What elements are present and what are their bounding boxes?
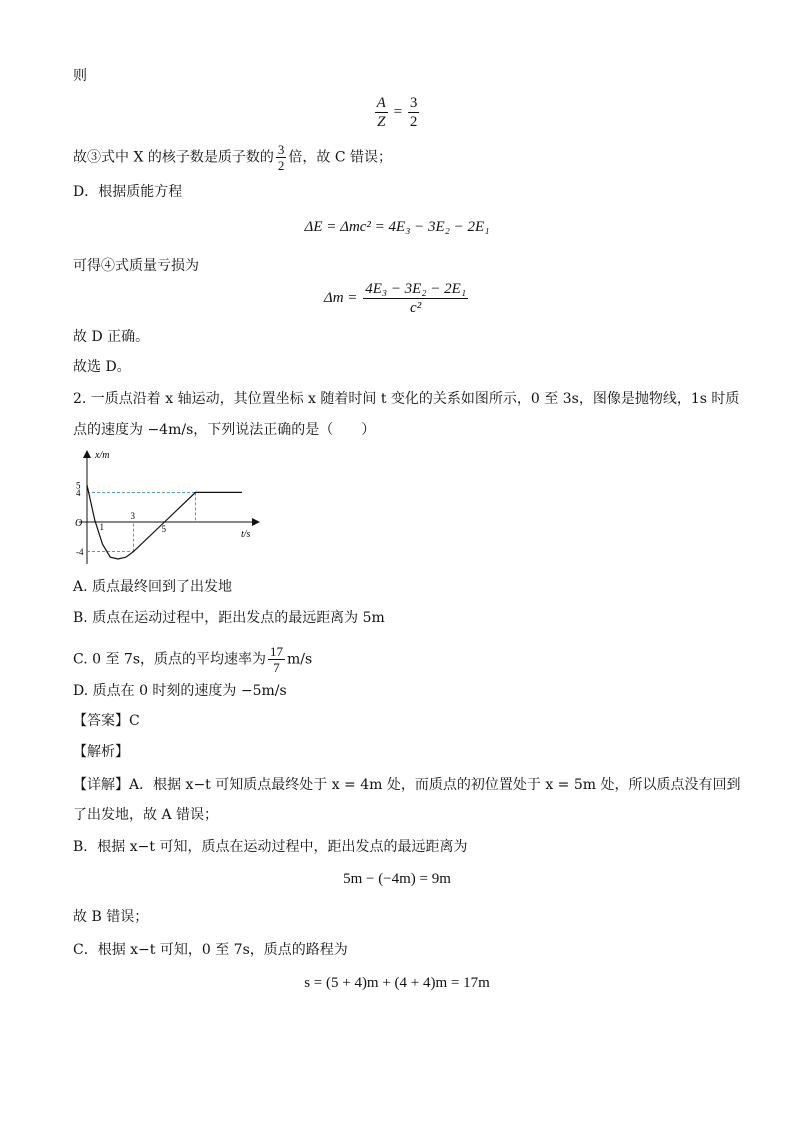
equation-mass-energy: ΔE = Δmc² = 4E₃ − 3E₂ − 2E₁	[304, 219, 490, 235]
x-tick-label: 3	[130, 511, 135, 521]
y-tick-label: 4	[76, 487, 81, 498]
y-axis-label: x/m	[95, 450, 110, 461]
x-tick-label: 5	[161, 524, 166, 534]
detail-a-line2: 了出发地，故 A 错误；	[73, 807, 219, 823]
text-ze: 则	[73, 68, 87, 84]
x-tick-label: 1	[99, 522, 104, 532]
text-d-mass-energy: D．根据质能方程	[73, 184, 183, 200]
text-nucleon-ratio: 故③式中 X 的核子数是质子数的 $\frac{3}{2}$ 倍，故 C 错误；	[73, 142, 392, 173]
option-c: C. 0 至 7s，质点的平均速率为 $\frac{17}{7}$ m/s	[73, 644, 313, 675]
question-stem-line1: 2. 一质点沿着 x 轴运动，其位置坐标 x 随着时间 t 变化的关系如图所示，0 至 3s，图像是抛物线，1s 时质	[73, 391, 740, 407]
x-axis-label: t/s	[241, 529, 251, 540]
option-a: A. 质点最终回到了出发地	[73, 579, 233, 595]
equation-a-over-z: $\frac{A}{Z}$ = $\frac{3}{2}$	[376, 95, 418, 130]
text-d-correct: 故 D 正确。	[73, 329, 150, 345]
analysis-tag: 【解析】	[73, 744, 129, 760]
answer-tag: 【答案】	[73, 713, 129, 729]
detail-b-wrong: 故 B 错误；	[73, 909, 149, 925]
y-tick-label: 5	[76, 480, 81, 491]
option-b: B. 质点在运动过程中，距出发点的最远距离为 5m	[73, 610, 385, 626]
text-mass-defect: 可得④式质量亏损为	[73, 258, 199, 274]
origin-label: O	[75, 518, 83, 529]
detail-c: C．根据 x−t 可知，0 至 7s，质点的路程为	[73, 942, 348, 958]
answer-line	[73, 711, 140, 731]
answer-value: C	[129, 713, 140, 729]
y-tick-label: -4	[76, 547, 84, 558]
detail-b: B．根据 x−t 可知，质点在运动过程中，距出发点的最远距离为	[73, 839, 468, 855]
equation-path-length: s = (5 + 4)m + (4 + 4)m = 17m	[304, 975, 490, 991]
equation-delta-m: Δm = $\frac{\text{4E₃ − 3E₂ − 2E₁}}{\text{c²}}$	[323, 281, 467, 316]
option-d: D. 质点在 0 时刻的速度为 −5m/s	[73, 683, 287, 699]
question-stem-line2: 点的速度为 −4m/s，下列说法正确的是（ ）	[73, 422, 376, 438]
equation-max-distance: 5m − (−4m) = 9m	[343, 871, 451, 887]
text-choose-d: 故选 D。	[73, 359, 131, 375]
x-t-graph	[73, 446, 273, 571]
detail-a-line1: 【详解】A．根据 x−t 可知质点最终处于 x = 4m 处，而质点的初位置处于 x = 5m 处，所以质点没有回到	[73, 777, 741, 793]
